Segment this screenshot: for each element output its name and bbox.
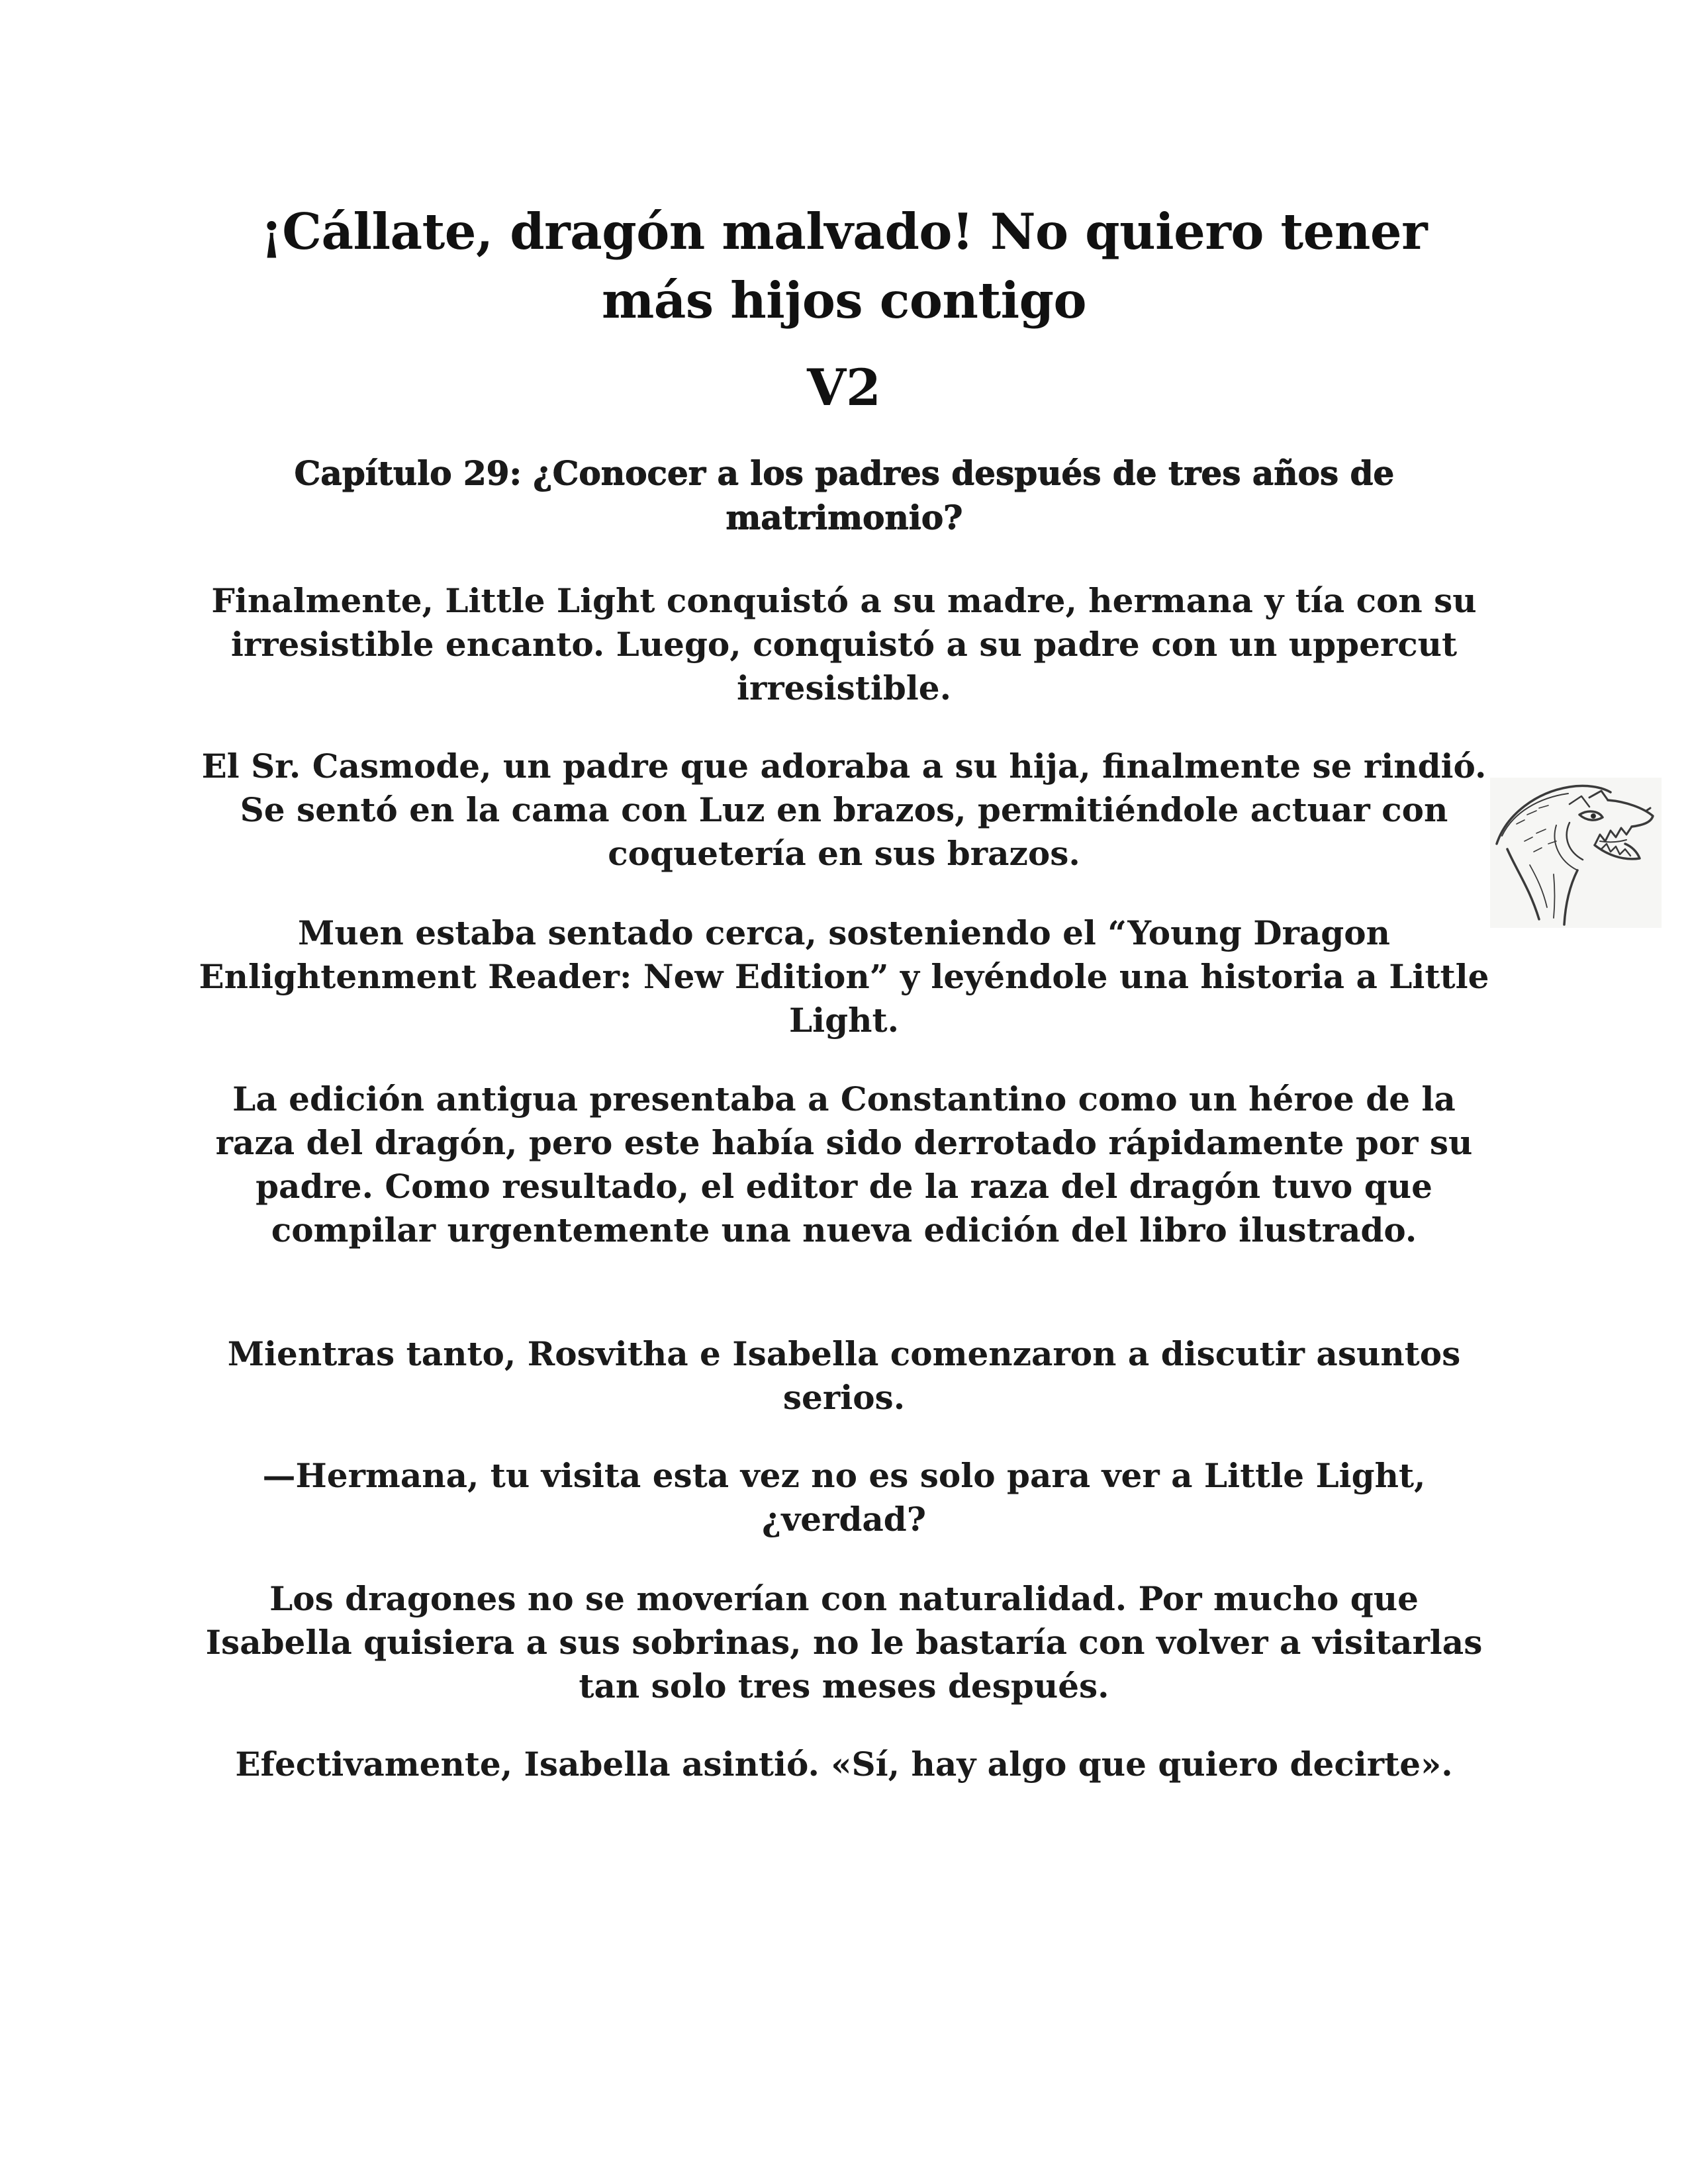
paragraph: La edición antigua presentaba a Constantino como un héroe de la raza del dragón, pero este había sido derrotado rápidamente por su padre. Como resultado, el editor de la raza del dragón tuvo que compilar urgentemente una nueva edición del libro ilustrado. [215,1079,1473,1250]
chapter-heading: Capítulo 29: ¿Conocer a los padres después de tres años de matrimonio? [294,453,1394,537]
paragraph: Mientras tanto, Rosvitha e Isabella comenzaron a discutir asuntos serios. [227,1334,1461,1417]
paragraph: —Hermana, tu visita esta vez no es solo para ver a Little Light, ¿verdad? [262,1456,1426,1539]
book-title: ¡Cállate, dragón malvado! No quiero tener más hijos contigo [260,203,1428,330]
paragraph: Efectivamente, Isabella asintió. «Sí, hay algo que quiero decirte». [235,1745,1453,1784]
paragraph: Muen estaba sentado cerca, sosteniendo el “Young Dragon Enlightenment Reader: New Edition” y leyéndole una historia a Little Light. [199,913,1489,1040]
paragraph: Los dragones no se moverían con naturalidad. Por mucho que Isabella quisiera a sus sobrinas, no le bastaría con volver a visitarlas tan solo tres meses después. [205,1579,1483,1706]
volume-label: V2 [807,358,881,417]
paragraph: Finalmente, Little Light conquistó a su madre, hermana y tía con su irresistible encanto. Luego, conquistó a su padre con un uppercut irresistible. [211,581,1477,707]
dragon-head-sketch-icon [1490,778,1662,928]
paragraph: El Sr. Casmode, un padre que adoraba a su hija, finalmente se rindió. Se sentó en la cama con Luz en brazos, permitiéndole actuar con coquetería en sus brazos. [201,747,1487,873]
